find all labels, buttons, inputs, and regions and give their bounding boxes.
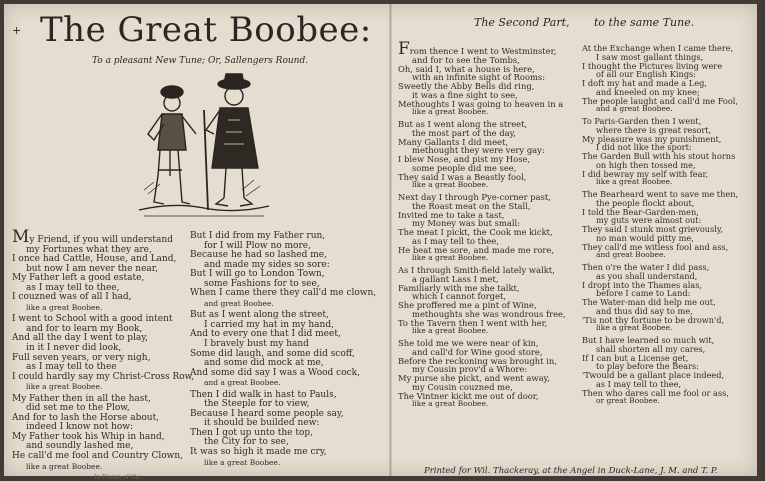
verse-line: on high then tossed me, bbox=[596, 159, 696, 170]
verse-line: Invited me to take a tast, bbox=[398, 209, 505, 220]
verse-refrain: like a great Boobee. bbox=[26, 382, 103, 392]
verse-line: My purse she pickt, and went away, bbox=[398, 373, 550, 383]
verse-line: and for to see the Tombs, bbox=[412, 54, 520, 65]
stanza bbox=[190, 311, 376, 387]
verse-line: He beat me sore, and made me rore, bbox=[398, 244, 554, 255]
verse-line: The Vintner kickt me out of door, bbox=[398, 390, 539, 401]
verse-line: it should be builded new: bbox=[204, 418, 320, 429]
woodcut-illustration bbox=[134, 70, 274, 218]
verse-line: as I may tell to thee bbox=[26, 362, 117, 373]
verse-line: no man would pitty me, bbox=[596, 232, 694, 243]
verse-line: As I through Smith-field lately walkt, bbox=[398, 265, 555, 275]
verse-line: I dropt into the Thames alas, bbox=[582, 279, 702, 290]
verse-refrain: like a great Boobee. bbox=[26, 461, 103, 471]
verse-line: some Fashions for to see, bbox=[204, 278, 320, 289]
verse-line: methoughts she was wondrous free, bbox=[412, 308, 566, 319]
verse-line: The meat I pickt, the Cook me kickt, bbox=[398, 227, 553, 237]
verse-line: But as I went along the street, bbox=[190, 310, 329, 321]
verse-refrain: like a great Boobee. bbox=[596, 177, 673, 187]
verse-refrain: and great Boobee. bbox=[204, 298, 274, 308]
verse-refrain: like a great Boobee. bbox=[412, 180, 489, 190]
verse-line: of all our English Kings: bbox=[596, 69, 697, 80]
verse-line: methought they were very gay: bbox=[412, 145, 545, 156]
verse-line: did set me to the Plow, bbox=[26, 403, 130, 414]
verse-line: I did not like the sport: bbox=[596, 142, 692, 153]
stanza bbox=[12, 395, 194, 471]
verse-line: They call'd me witless fool and ass, bbox=[582, 241, 729, 252]
verse-line: Then I got up unto the top, bbox=[190, 427, 314, 438]
verse-line: a gallant Lass I met, bbox=[412, 273, 499, 284]
verse-refrain: like a great Boobee. bbox=[412, 253, 489, 263]
verse-line: My pleasure was my punishment, bbox=[582, 133, 722, 144]
part-two-heading: The Second Part, bbox=[474, 16, 570, 29]
verse-line: and call'd for Wine good store, bbox=[412, 346, 543, 357]
verse-line: It was so high it made me cry, bbox=[190, 447, 327, 458]
stanza bbox=[190, 232, 376, 308]
verse-line: But I did from my Father run, bbox=[190, 231, 326, 241]
verse-line: Some did laugh, and some did scoff, bbox=[190, 348, 355, 359]
broadside-sheet bbox=[4, 4, 757, 481]
verse-line: my guts were almost out: bbox=[596, 215, 702, 226]
verse-line: Because I heard some people say, bbox=[190, 408, 344, 419]
verse-line: and soundly lashed me, bbox=[26, 441, 134, 452]
verse-line: as you shall understand, bbox=[596, 270, 698, 281]
stanza bbox=[582, 190, 738, 260]
verse-line: The Garden Bull with his stout horns bbox=[582, 151, 736, 161]
verse-line: Next day I through Pye-corner past, bbox=[398, 192, 551, 202]
verse-line: I went to School with a good intent bbox=[12, 314, 173, 325]
verse-line: If I can but a License get, bbox=[582, 352, 689, 363]
stanza bbox=[12, 227, 194, 312]
verse-line: as I may tell to thee, bbox=[26, 282, 120, 293]
verse-line: Before the reckoning was brought in, bbox=[398, 355, 557, 366]
verse-line: before I came to Land: bbox=[596, 288, 691, 299]
page-fold bbox=[389, 4, 392, 476]
verse-line: Because he had so lashed me, bbox=[190, 250, 327, 261]
stanza bbox=[398, 39, 566, 117]
verse-line: And some did say I was a Wood cock, bbox=[190, 367, 360, 378]
verse-line: my Cousin prov'd a Whore: bbox=[412, 364, 528, 375]
verse-line: Oh, said I, what a house is here, bbox=[398, 63, 535, 74]
verse-line: And all the day I went to play, bbox=[12, 333, 148, 344]
verse-line: But as I went along the street, bbox=[398, 119, 528, 129]
printer-imprint: Printed for Wil. Thackeray, at the Angel in Duck-Lane, J. M. and T. P. bbox=[424, 466, 718, 476]
verse-line: my Fortunes what they are, bbox=[26, 244, 152, 255]
verse-line: I blew Nose, and pist my Hose, bbox=[398, 154, 531, 164]
verse-line: I did bewray my self with fear, bbox=[582, 168, 709, 179]
verse-line: I bravely bust my hand bbox=[204, 339, 309, 350]
verse-line: the people flockt about, bbox=[596, 197, 695, 208]
stanza bbox=[398, 120, 566, 190]
verse-line: and thus did say to me, bbox=[596, 305, 693, 316]
verse-line: And for to lash the Horse about, bbox=[12, 412, 160, 423]
verse-line: They said I was a Beastly fool, bbox=[398, 171, 527, 182]
verse-line: Then who dares call me fool or ass, bbox=[582, 387, 729, 398]
verse-line: He call'd me fool and Country Clown, bbox=[12, 451, 184, 462]
verse-line: Then I did walk in hast to Pauls, bbox=[190, 389, 337, 400]
verse-line: I could hardly say my Christ-Cross Row, bbox=[12, 371, 195, 382]
verse-line: indeed I know not how: bbox=[26, 422, 134, 433]
verse-line: it was a fine sight to see, bbox=[412, 89, 518, 100]
verse-line: The Water-man did help me out, bbox=[582, 297, 716, 307]
verse-line: some people did me see, bbox=[412, 162, 517, 173]
stanza bbox=[190, 391, 376, 467]
verse-line: I saw most gallant things, bbox=[596, 51, 704, 62]
verse-line: Many Gallants I did meet, bbox=[398, 136, 509, 147]
stanza bbox=[582, 263, 738, 333]
verse-refrain: and a great Boobee. bbox=[596, 104, 673, 114]
verse-line: for I will Plow no more, bbox=[204, 240, 311, 251]
verse-refrain: like a great Boobee. bbox=[412, 326, 489, 336]
verse-line: and kneeled on my knee; bbox=[596, 86, 700, 97]
verse-line: I doft my hat and made a Leg, bbox=[582, 78, 707, 88]
verse-line: as I may tell to thee, bbox=[596, 378, 682, 389]
verse-line: I couzned was of all I had, bbox=[12, 292, 132, 303]
verse-line: the Steeple for to view, bbox=[204, 399, 310, 410]
bottom-strip-text: In Praise of the... bbox=[94, 474, 147, 481]
verse-line: the most part of the day, bbox=[412, 127, 516, 138]
verse-line: My Father left a good estate, bbox=[12, 273, 145, 284]
verse-refrain: like a great Boobee. bbox=[412, 399, 489, 409]
verse-line: To Paris-Garden then I went, bbox=[582, 116, 702, 126]
verse-line: the Roast meat on the Stall, bbox=[412, 200, 531, 211]
verse-line: To the Tavern then I went with her, bbox=[398, 317, 548, 328]
verse-line: Familiarly with me she talkt, bbox=[398, 282, 520, 293]
verse-refrain: or great Boobee. bbox=[596, 396, 660, 406]
verse-line: She proffered me a pint of Wine, bbox=[398, 300, 537, 310]
verse-line: and made my sides so sore: bbox=[204, 259, 330, 270]
verse-refrain: like a great Boobee. bbox=[596, 323, 673, 333]
stanza bbox=[582, 44, 738, 114]
stanza bbox=[582, 117, 738, 187]
verse-line: The Bearheard went to save me then, bbox=[582, 189, 739, 199]
stanza bbox=[398, 193, 566, 263]
verse-line: but now I am never the near, bbox=[26, 263, 158, 274]
verse-line: From thence I went to Westminster, bbox=[398, 39, 557, 59]
verse-line: But I will go to London Town, bbox=[190, 269, 325, 280]
verse-line: Then o're the water I did pass, bbox=[582, 262, 710, 272]
verse-refrain: like a great Boobee. bbox=[26, 302, 103, 312]
verse-line: in it I never did look, bbox=[26, 343, 122, 354]
ballad-title: The Great Boobee: bbox=[40, 10, 372, 50]
verse-line: I once had Cattle, House, and Land, bbox=[12, 254, 177, 265]
verse-line: I thought the Pictures living were bbox=[582, 60, 723, 71]
verse-line: the City for to see, bbox=[204, 437, 289, 448]
verse-line: My Father then in all the hast, bbox=[12, 393, 151, 404]
verse-line: with an infinite sight of Rooms: bbox=[412, 72, 546, 83]
verse-line: But I have learned so much wit, bbox=[582, 335, 715, 345]
verse-column-2 bbox=[190, 232, 376, 470]
verse-column-4 bbox=[582, 44, 738, 409]
stanza bbox=[398, 266, 566, 336]
corner-mark: + bbox=[12, 24, 22, 37]
stanza bbox=[12, 315, 194, 391]
verse-line: Full seven years, or very nigh, bbox=[12, 352, 151, 363]
verse-line: which I cannot forget, bbox=[412, 291, 506, 302]
verse-line: My Friend, if you will understand bbox=[12, 227, 173, 247]
verse-refrain: and a great Boobee. bbox=[204, 378, 281, 388]
verse-line: They said I stunk most grievously, bbox=[582, 224, 723, 234]
stanza bbox=[398, 339, 566, 409]
verse-line: and for to learn my Book, bbox=[26, 323, 143, 334]
verse-line: Sweetly the Abby Bells did ring, bbox=[398, 81, 535, 91]
verse-refrain: like a great Boobee. bbox=[412, 107, 489, 117]
tune-subtitle: To a pleasant New Tune; Or, Sallengers Round. bbox=[92, 56, 309, 66]
verse-refrain: and great Boobee. bbox=[596, 250, 666, 260]
verse-line: And to every one that I did meet, bbox=[190, 329, 341, 340]
part-two-tune: to the same Tune. bbox=[594, 16, 695, 29]
verse-line: The people laught and call'd me Fool, bbox=[582, 95, 739, 106]
verse-line: I told the Bear-Garden-men, bbox=[582, 206, 699, 217]
verse-column-1 bbox=[12, 227, 195, 474]
verse-line: and some did mock at me, bbox=[204, 358, 324, 369]
verse-line: my Cousin couzned me, bbox=[412, 381, 513, 392]
verse-line: shall shorten all my cares, bbox=[596, 343, 706, 354]
verse-line: my Money was but small: bbox=[412, 218, 521, 229]
verse-line: At the Exchange when I came there, bbox=[582, 43, 734, 53]
verse-refrain: like a great Boobee. bbox=[204, 457, 281, 467]
verse-line: Methoughts I was going to heaven in a bbox=[398, 98, 564, 109]
verse-line: I carried my hat in my hand, bbox=[204, 319, 334, 330]
verse-line: as I may tell to thee, bbox=[412, 235, 499, 246]
verse-line: My Father took his Whip in hand, bbox=[12, 431, 165, 442]
verse-line: When I came there they call'd me clown, bbox=[190, 288, 377, 299]
verse-line: 'Tis not thy fortune to be drown'd, bbox=[582, 314, 725, 325]
verse-line: where there is great resort, bbox=[596, 124, 712, 135]
verse-line: 'Twould be a gallant place indeed, bbox=[582, 370, 725, 380]
stanza bbox=[582, 336, 738, 406]
verse-column-3 bbox=[398, 39, 566, 412]
verse-line: to play before the Bears: bbox=[596, 361, 699, 372]
verse-line: She told me we were near of kin, bbox=[398, 338, 539, 348]
